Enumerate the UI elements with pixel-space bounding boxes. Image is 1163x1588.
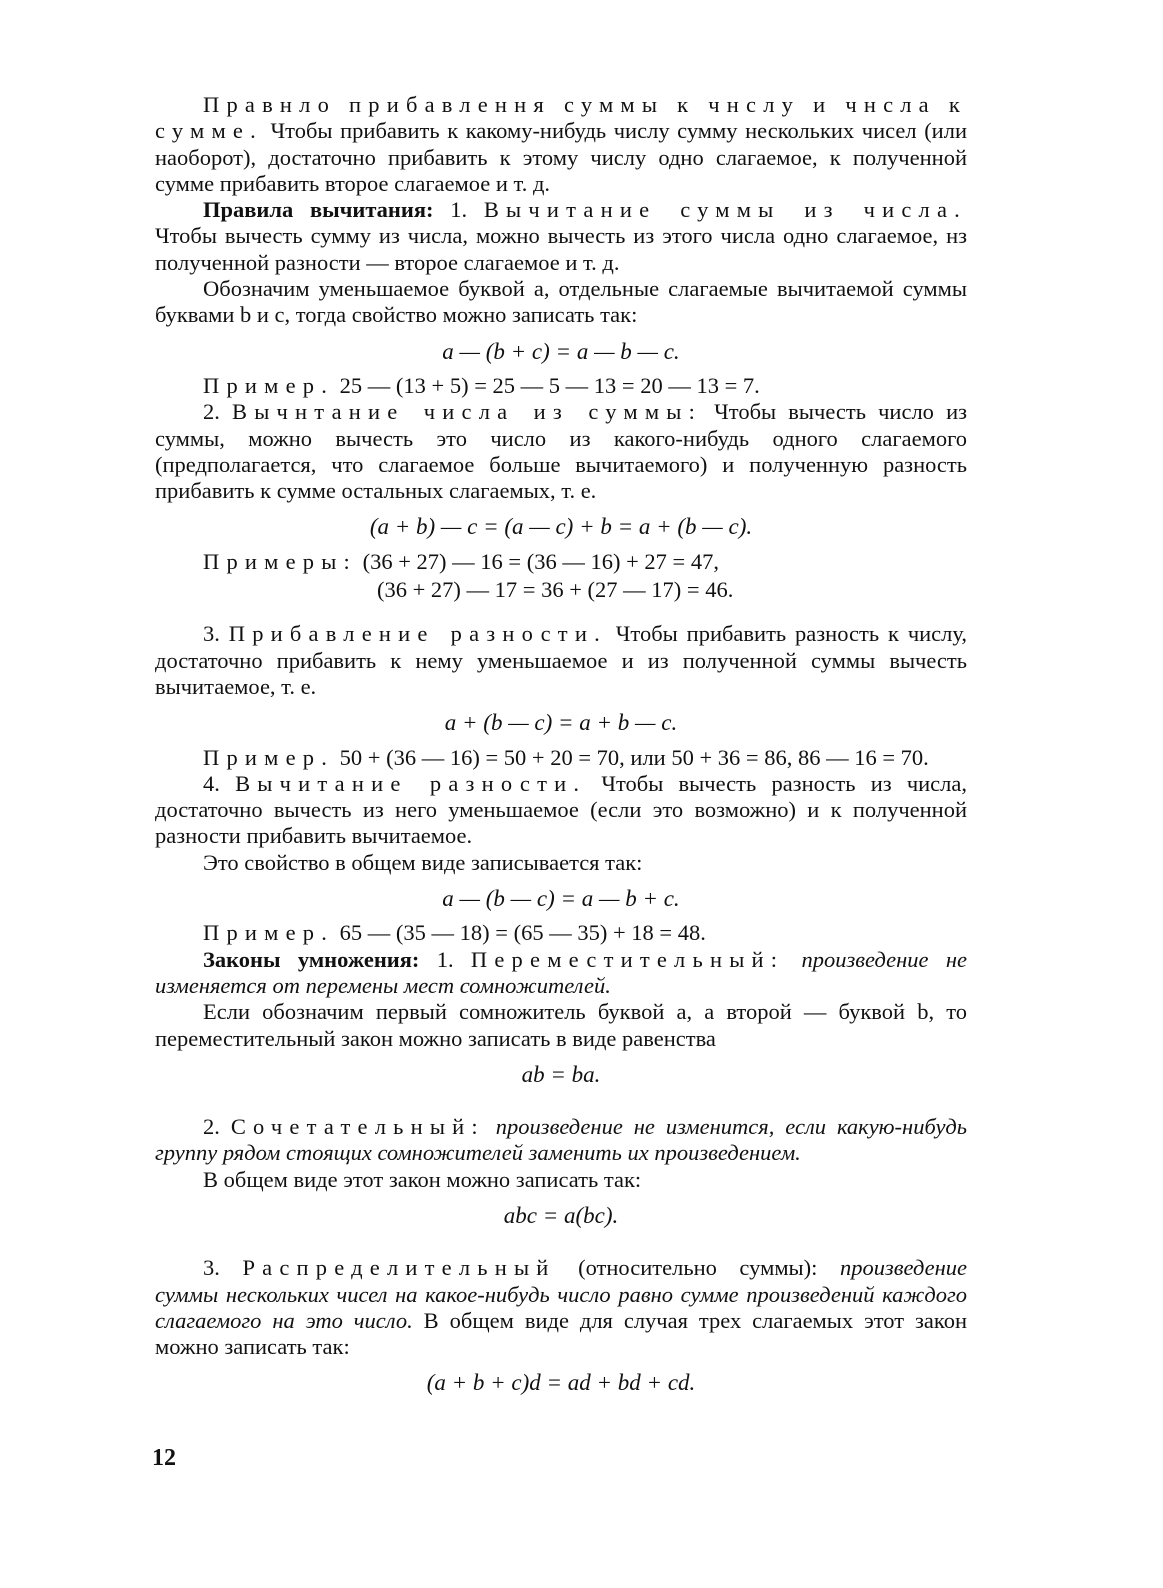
rule-heading: Правнло прибавлення суммы к чнслу и чнсла к сумме. [155,92,967,144]
formula-5: ab = ba. [521,1061,601,1087]
rule-text: Чтобы прибавить к какому-нибудь числу сумму нескольких чисел (или наоборот), достаточно прибавить к этому числу одно слагаемое, к полученной сумме прибавить второе слагаемое и т. д. [155,118,967,196]
formula-3: a + (b — c) = a + b — c. [444,710,678,736]
rule-heading: Распределительный [242,1255,556,1281]
rule-text: Чтобы вычесть разность из числа, достаточно вычесть из него уменьшаемое (если это возможно) и к полученной разности прибавить вычитаемое. [155,770,968,849]
item-number: 3. [203,621,229,647]
example-2 [155,549,967,575]
rule-subtract-difference [155,771,967,850]
item-number: 1. [433,197,484,223]
rule-heading: Вычитание суммы из числа. [483,197,968,223]
law-statement: произведение суммы нескольких чисел на какое-нибудь число равно сумме произведений каждого слагаемого на это число. [155,1255,968,1333]
item-number: 2. [203,399,233,425]
example-label: Примеры: [203,548,357,574]
example-label: Пример. [203,372,335,398]
rule-heading: Переместительный: [470,946,785,972]
rule-text: Чтобы вычесть сумму из числа, можно вычесть из этого числа одно слагаемое, нз полученной разности — второе слагаемое и т. д. [155,223,967,275]
rule-text: Чтобы прибавить разность к числу, достаточно прибавить к нему уменьшаемое и из полученной суммы вычесть вычитаемое, т. е. [155,621,968,699]
example-4 [155,920,967,946]
commutative-notation: Если обозначим первый сомножитель буквой a, а второй — буквой b, то переместительный закон можно записать в виде равенства [155,999,967,1051]
general-form-text: Это свойство в общем виде записывается так: [203,849,643,875]
notation-paragraph: Обозначим уменьшаемое буквой a, отдельные слагаемые вычитаемой суммы буквами b и c, тогда свойство можно записать так: [155,276,967,328]
law-statement: произведение не изменяется от перемены мест сомножителей. [155,946,967,998]
rule-heading: Вычнтание числа из суммы: [232,399,703,425]
example-text: 50 + (36 — 16) = 50 + 20 = 70, или 50 + 36 = 86, 86 — 16 = 70. [334,744,929,770]
law-commutative [155,947,967,1000]
rule-subtraction-2 [155,399,967,504]
example-text: 25 — (13 + 5) = 25 — 5 — 13 = 20 — 13 = 7. [334,372,760,398]
example-label: Пример. [203,744,335,770]
spacer [155,1237,967,1255]
example-3 [155,745,967,771]
law-distributive [155,1255,967,1360]
item-number: 3. [203,1255,243,1281]
item-number: 1. [419,946,471,972]
item-number: 4. [203,770,236,796]
rule-subtraction-1 [155,197,967,276]
section-heading: Законы умножения: [203,946,420,972]
law-associative [155,1114,967,1167]
rule-heading: Сочетательный: [230,1114,485,1140]
associative-notation: В общем виде этот закон можно записать так: [203,1166,642,1192]
example-text: 65 — (35 — 18) = (65 — 35) + 18 = 48. [334,920,706,946]
rule-addition [155,92,967,197]
formula-7: (a + b + c)d = ad + bd + cd. [426,1370,696,1396]
example-1 [155,373,967,399]
rule-heading: Прибавление разности. [228,621,607,647]
rule-text: Чтобы вычесть число из суммы, можно вычесть это число из какого-нибудь одного слагаемого (предполагается, что слагаемое больше вычитаемого) и полученную разность прибавить к сумме остальных слагаемых, т. е. [155,399,967,504]
page-number: 12 [152,1445,176,1471]
spacer [155,603,967,621]
rule-heading: Вычитание разности. [235,770,587,796]
example-2-line2: (36 + 27) — 17 = 36 + (27 — 17) = 46. [377,577,734,603]
rule-add-difference [155,621,967,700]
law-statement: произведение не изменится, если какую-нибудь группу рядом стоящих сомножителей заменить их произведением. [155,1114,968,1166]
formula-6: abc = a(bc). [503,1202,619,1228]
rule-text: В общем виде для случая трех слагаемых этот закон можно записать так: [155,1307,967,1360]
example-label: Пример. [203,920,335,946]
page-body [155,92,967,1405]
spacer [155,1096,967,1114]
section-heading: Правила вычитания: [203,197,434,223]
formula-2: (a + b) — c = (a — c) + b = a + (b — c). [369,514,753,540]
law-qualifier: (относительно суммы): [555,1255,818,1281]
example-text: (36 + 27) — 16 = (36 — 16) + 27 = 47, [356,548,719,574]
formula-4: a — (b — c) = a — b + c. [442,886,680,912]
formula-1: a — (b + c) = a — b — c. [442,338,680,364]
item-number: 2. [203,1114,231,1140]
